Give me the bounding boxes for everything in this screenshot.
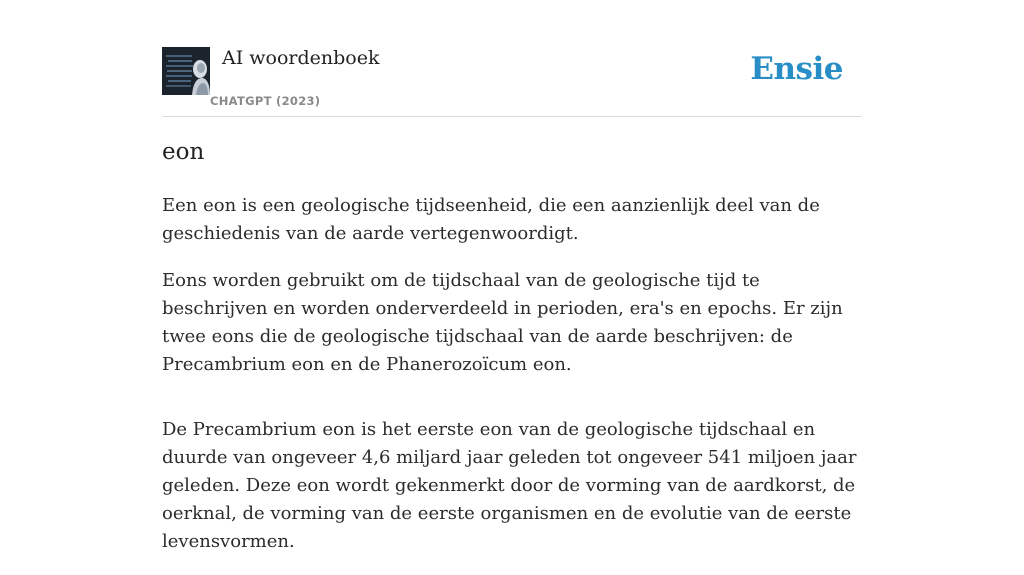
entry-card xyxy=(162,0,862,552)
entry-content xyxy=(162,192,862,575)
source-subtitle: CHATGPT (2023) xyxy=(210,94,321,108)
entry-paragraph: Eons worden gebruikt om de tijdschaal van de geologische tijd te beschrijven en worden onderverdeeld in perioden, era's en epochs. Er zijn twee eons die de geologische tijdschaal van de aarde beschrijven: de Precambrium eon en de Phanerozoïcum eon. xyxy=(162,270,843,375)
robot-avatar-icon[interactable] xyxy=(162,47,210,95)
entry-header xyxy=(162,46,862,117)
entry-paragraph: De Precambrium eon is het eerste eon van de geologische tijdschaal en duurde van ongeveer 4,6 miljard jaar geleden tot ongeveer 541 miljoen jaar geleden. Deze eon wordt gekenmerkt door de vorming van de aardkorst, de oerknal, de vorming van de eerste organismen en de evolutie van de eerste levensvormen. xyxy=(162,419,857,552)
source-name[interactable]: AI woordenboek xyxy=(222,47,380,69)
entry-term: eon xyxy=(162,139,205,165)
ensie-logo[interactable]: Ensie xyxy=(750,51,843,87)
entry-paragraph: Een eon is een geologische tijdseenheid, die een aanzienlijk deel van de geschiedenis van de aarde vertegenwoordigt. xyxy=(162,195,820,244)
